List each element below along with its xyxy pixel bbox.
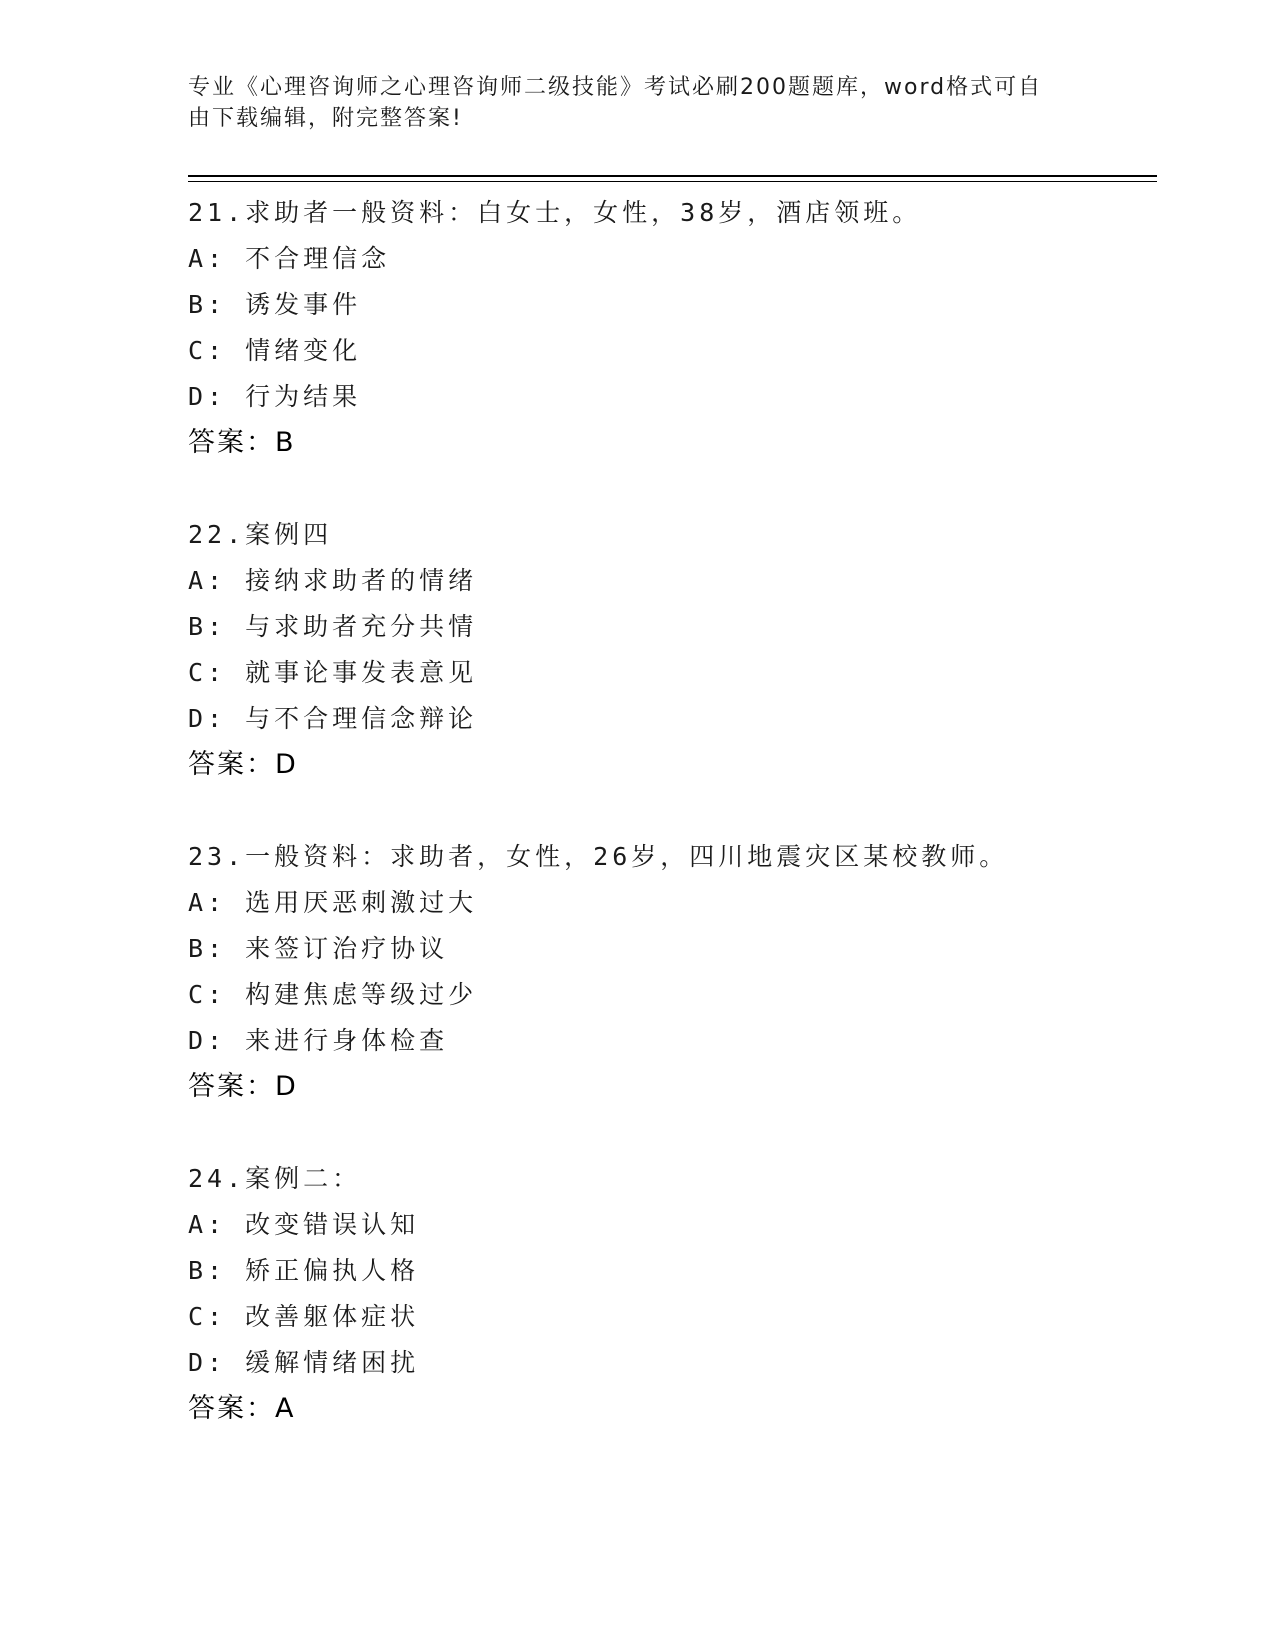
- option-a: A: 改变错误认知: [188, 1210, 420, 1239]
- answer-line: 答案：A: [188, 1393, 296, 1424]
- question-22: [188, 512, 1148, 788]
- option-b: B: 矫正偏执人格: [188, 1256, 420, 1285]
- option-a: A: 不合理信念: [188, 244, 391, 273]
- option-c: C: 就事论事发表意见: [188, 658, 478, 687]
- option-c: C: 情绪变化: [188, 336, 362, 365]
- option-c: C: 构建焦虑等级过少: [188, 980, 478, 1009]
- option-c: C: 改善躯体症状: [188, 1302, 420, 1331]
- question-24: [188, 1156, 1148, 1432]
- question-list: [188, 190, 1148, 1478]
- option-b: B: 来签订治疗协议: [188, 934, 449, 963]
- option-a: A: 选用厌恶刺激过大: [188, 888, 478, 917]
- option-b: B: 诱发事件: [188, 290, 362, 319]
- option-d: D: 缓解情绪困扰: [188, 1348, 420, 1377]
- question-21: [188, 190, 1148, 466]
- header-divider-thin: [188, 181, 1157, 182]
- option-d: D: 行为结果: [188, 382, 362, 411]
- option-d: D: 来进行身体检查: [188, 1026, 449, 1055]
- question-stem: 21.求助者一般资料：白女士，女性，38岁，酒店领班。: [188, 198, 922, 227]
- question-stem: 24.案例二：: [188, 1164, 362, 1193]
- intro-line-2: 由下载编辑，附完整答案!: [188, 106, 463, 131]
- option-d: D: 与不合理信念辩论: [188, 704, 478, 733]
- intro-line-1: 专业《心理咨询师之心理咨询师二级技能》考试必刷200题题库，word格式可自: [188, 75, 1043, 100]
- question-stem: 22.案例四: [188, 520, 333, 549]
- answer-line: 答案：D: [188, 1071, 298, 1102]
- option-a: A: 接纳求助者的情绪: [188, 566, 478, 595]
- answer-line: 答案：B: [188, 427, 296, 458]
- document-intro: [188, 72, 1068, 134]
- option-b: B: 与求助者充分共情: [188, 612, 478, 641]
- question-stem: 23.一般资料：求助者，女性，26岁，四川地震灾区某校教师。: [188, 842, 1009, 871]
- question-23: [188, 834, 1148, 1110]
- header-divider-thick: [188, 175, 1157, 177]
- answer-line: 答案：D: [188, 749, 298, 780]
